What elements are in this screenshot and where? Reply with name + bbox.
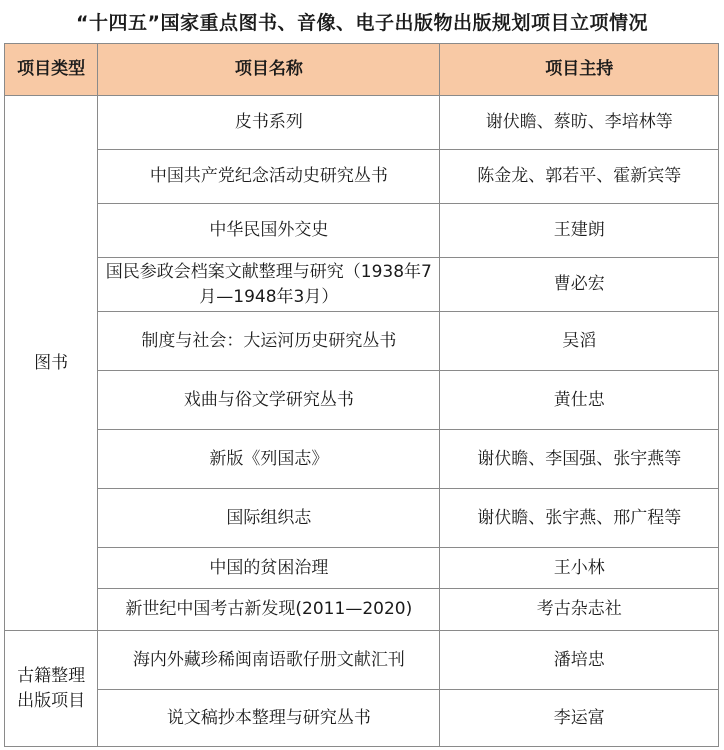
- header-project-lead: 项目主持: [440, 44, 719, 96]
- header-project-type: 项目类型: [5, 44, 98, 96]
- project-lead-cell: 黄仕忠: [440, 371, 719, 430]
- project-lead-cell: 谢伏瞻、张宇燕、邢广程等: [440, 489, 719, 548]
- project-lead-cell: 陈金龙、郭若平、霍新宾等: [440, 150, 719, 204]
- project-lead-cell: 潘培忠: [440, 631, 719, 690]
- project-name-cell: 制度与社会：大运河历史研究丛书: [98, 312, 440, 371]
- project-lead-cell: 谢伏瞻、李国强、张宇燕等: [440, 430, 719, 489]
- table-row: [5, 489, 719, 548]
- project-name-cell: 国际组织志: [98, 489, 440, 548]
- table-row: [5, 150, 719, 204]
- project-lead-cell: 吴滔: [440, 312, 719, 371]
- project-name-cell: 说文稿抄本整理与研究丛书: [98, 690, 440, 747]
- table-row: [5, 96, 719, 150]
- project-name-cell: 中国共产党纪念活动史研究丛书: [98, 150, 440, 204]
- category-cell-books: 图书: [5, 96, 98, 631]
- project-name-cell: 国民参政会档案文献整理与研究（1938年7月—1948年3月）: [98, 258, 440, 312]
- project-table: [4, 43, 719, 747]
- table-header-row: [5, 44, 719, 96]
- page-title: “十四五”国家重点图书、音像、电子出版物出版规划项目立项情况: [76, 11, 648, 34]
- table-row: [5, 371, 719, 430]
- table-row: [5, 631, 719, 690]
- project-lead-cell: 王建朗: [440, 204, 719, 258]
- project-name-cell: 皮书系列: [98, 96, 440, 150]
- table-row: [5, 258, 719, 312]
- table-row: [5, 312, 719, 371]
- project-lead-cell: 曹必宏: [440, 258, 719, 312]
- project-name-cell: 中国的贫困治理: [98, 548, 440, 589]
- project-name-cell: 戏曲与俗文学研究丛书: [98, 371, 440, 430]
- table-row: [5, 548, 719, 589]
- project-lead-cell: 考古杂志社: [440, 589, 719, 631]
- project-lead-cell: 谢伏瞻、蔡昉、李培林等: [440, 96, 719, 150]
- project-name-cell: 新版《列国志》: [98, 430, 440, 489]
- table-row: [5, 690, 719, 747]
- project-name-cell: 海内外藏珍稀闽南语歌仔册文献汇刊: [98, 631, 440, 690]
- table-row: [5, 430, 719, 489]
- project-lead-cell: 李运富: [440, 690, 719, 747]
- category-cell-ancient-books: 古籍整理出版项目: [5, 631, 98, 747]
- header-project-name: 项目名称: [98, 44, 440, 96]
- project-name-cell: 中华民国外交史: [98, 204, 440, 258]
- project-lead-cell: 王小林: [440, 548, 719, 589]
- table-row: [5, 204, 719, 258]
- project-name-cell: 新世纪中国考古新发现(2011—2020): [98, 589, 440, 631]
- table-row: [5, 589, 719, 631]
